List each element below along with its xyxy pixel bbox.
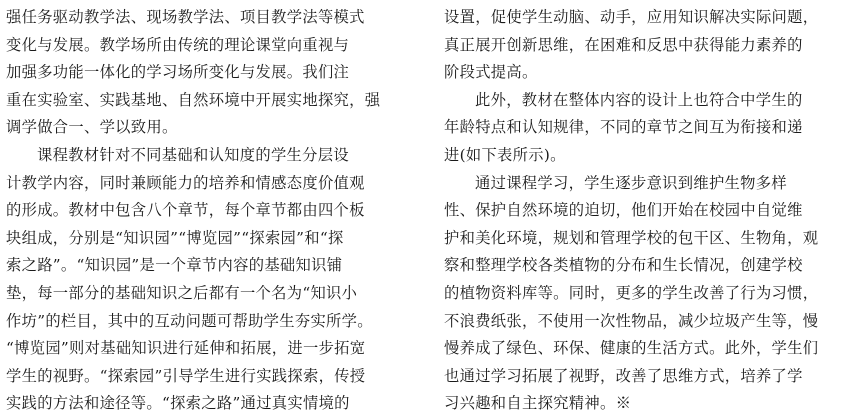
paragraph-start-line: 此外，教材在整体内容的设计上也符合中学生的: [475, 90, 803, 109]
text-line: 的植物资料库等。同时，更多的学生改善了行为习惯，: [444, 283, 819, 302]
text-line: 性、保护自然环境的迫切，他们开始在校园中自觉维: [444, 201, 803, 220]
text-line: 真正展开创新思维，在困难和反思中获得能力素养的: [444, 35, 803, 54]
text-line: 不浪费纸张，不使用一次性物品，减少垃圾产生等，慢: [444, 311, 819, 330]
text-line: 慢养成了绿色、环保、健康的生活方式。此外，学生们: [444, 339, 819, 358]
paragraph-start-line: 通过课程学习，学生逐步意识到维护生物多样: [475, 173, 787, 192]
text-line: 阶段式提高。: [444, 63, 538, 82]
text-line: 护和美化环境，规划和管理学校的包干区、生物角，观: [444, 228, 819, 247]
text-line: 计教学内容，同时兼顾能力的培养和情感态度价值观: [6, 173, 365, 192]
text-line: 实践的方法和途径等。“探索之路”通过真实情境的: [6, 394, 350, 413]
text-line: 垫，每一部分的基础知识之后都有一个名为“知识小: [6, 283, 358, 302]
text-line: 年龄特点和认知规律，不同的章节之间互为衔接和递: [444, 118, 803, 137]
text-line: 重在实验室、实践基地、自然环境中开展实地探究，强: [6, 90, 381, 109]
text-line: 作坊”的栏目，其中的互动问题可帮助学生夯实所学。: [6, 311, 373, 330]
text-line: “博览园”则对基础知识进行延伸和拓展，进一步拓宽: [6, 339, 366, 358]
text-line: 也通过学习拓展了视野，改善了思维方式，培养了学: [444, 366, 803, 385]
left-text-column: [6, 4, 391, 418]
text-line: 变化与发展。教学场所由传统的理论课堂向重视与: [6, 35, 350, 54]
text-line: 学生的视野。“探索园”引导学生进行实践探索，传授: [6, 366, 366, 385]
paragraph-start-line: 课程教材针对不同基础和认知度的学生分层设: [37, 145, 349, 164]
text-line: 察和整理学校各类植物的分布和生长情况，创建学校: [444, 256, 803, 275]
text-line: 的形成。教材中包含八个章节，每个章节都由四个板: [6, 201, 365, 220]
text-line: 块组成，分别是“知识园”“博览园”“探索园”和“探: [6, 228, 344, 247]
text-line: 强任务驱动教学法、现场教学法、项目教学法等模式: [6, 8, 365, 26]
text-line: 习兴趣和自主探究精神。※: [444, 394, 632, 413]
text-line: 设置，促使学生动脑、动手，应用知识解决实际问题，: [444, 8, 819, 26]
text-line: 索之路”。“知识园”是一个章节内容的基础知识铺: [6, 256, 343, 275]
text-line: 调学做合一、学以致用。: [6, 118, 178, 137]
right-text-column: [444, 4, 829, 418]
text-line: 加强多功能一体化的学习场所变化与发展。我们注: [6, 63, 350, 82]
text-line: 进(如下表所示)。: [444, 145, 566, 164]
